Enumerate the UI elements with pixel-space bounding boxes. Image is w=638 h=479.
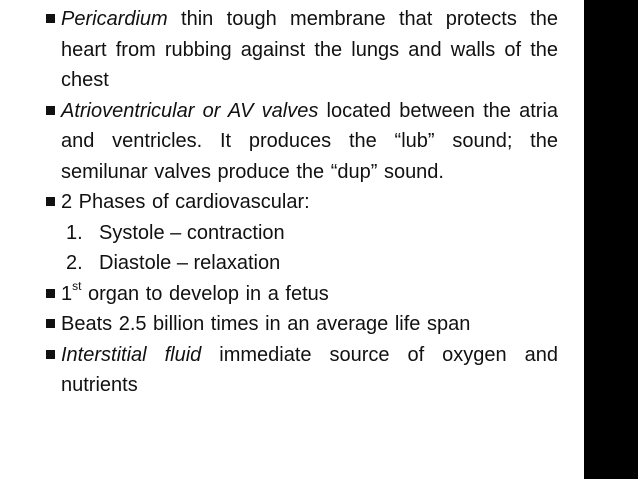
bullet-interstitial: [46, 340, 558, 401]
text-interstitial: immediate source of oxygen and nutrients: [61, 343, 558, 396]
text-systole: Systole – contraction: [99, 221, 285, 244]
subitem-systole: [46, 218, 558, 249]
term-interstitial: Interstitial fluid: [61, 343, 202, 366]
term-av-valves: Atrioventricular or AV valves: [61, 99, 319, 122]
subitem-number: 1.: [66, 221, 83, 244]
bullet-av-valves: [46, 96, 558, 188]
text-beats: Beats 2.5 billion times in an average life span: [61, 313, 471, 335]
text-first-organ: organ to develop in a fetus: [81, 282, 329, 305]
subitem-number: 2.: [66, 252, 83, 274]
text-phases: 2 Phases of cardiovascular:: [61, 191, 310, 213]
bullet-square-icon: [46, 197, 55, 206]
text-first-organ-lead: 1: [61, 282, 73, 305]
term-pericardium: Pericardium: [61, 8, 168, 30]
bullet-pericardium: [46, 4, 558, 96]
text-diastole: Diastole – relaxation: [99, 252, 281, 274]
right-black-bar: [584, 0, 638, 479]
bullet-first-organ: [46, 279, 558, 310]
bullet-phases: [46, 187, 558, 218]
superscript-st: st: [72, 278, 82, 293]
bullet-square-icon: [46, 319, 55, 328]
text-pericardium: thin tough membrane that protects the heart from rubbing against the lungs and walls of the chest: [61, 8, 558, 91]
subitem-diastole: [46, 248, 558, 279]
slide-content: [46, 4, 558, 401]
bullet-beats: [46, 309, 558, 340]
text-av-valves: located between the atria and ventricles. It produces the “lub” sound; the semilunar valves produce the “dup” sound.: [61, 99, 558, 183]
bullet-square-icon: [46, 350, 55, 359]
bullet-square-icon: [46, 14, 55, 23]
bullet-square-icon: [46, 289, 55, 298]
bullet-square-icon: [46, 106, 55, 115]
